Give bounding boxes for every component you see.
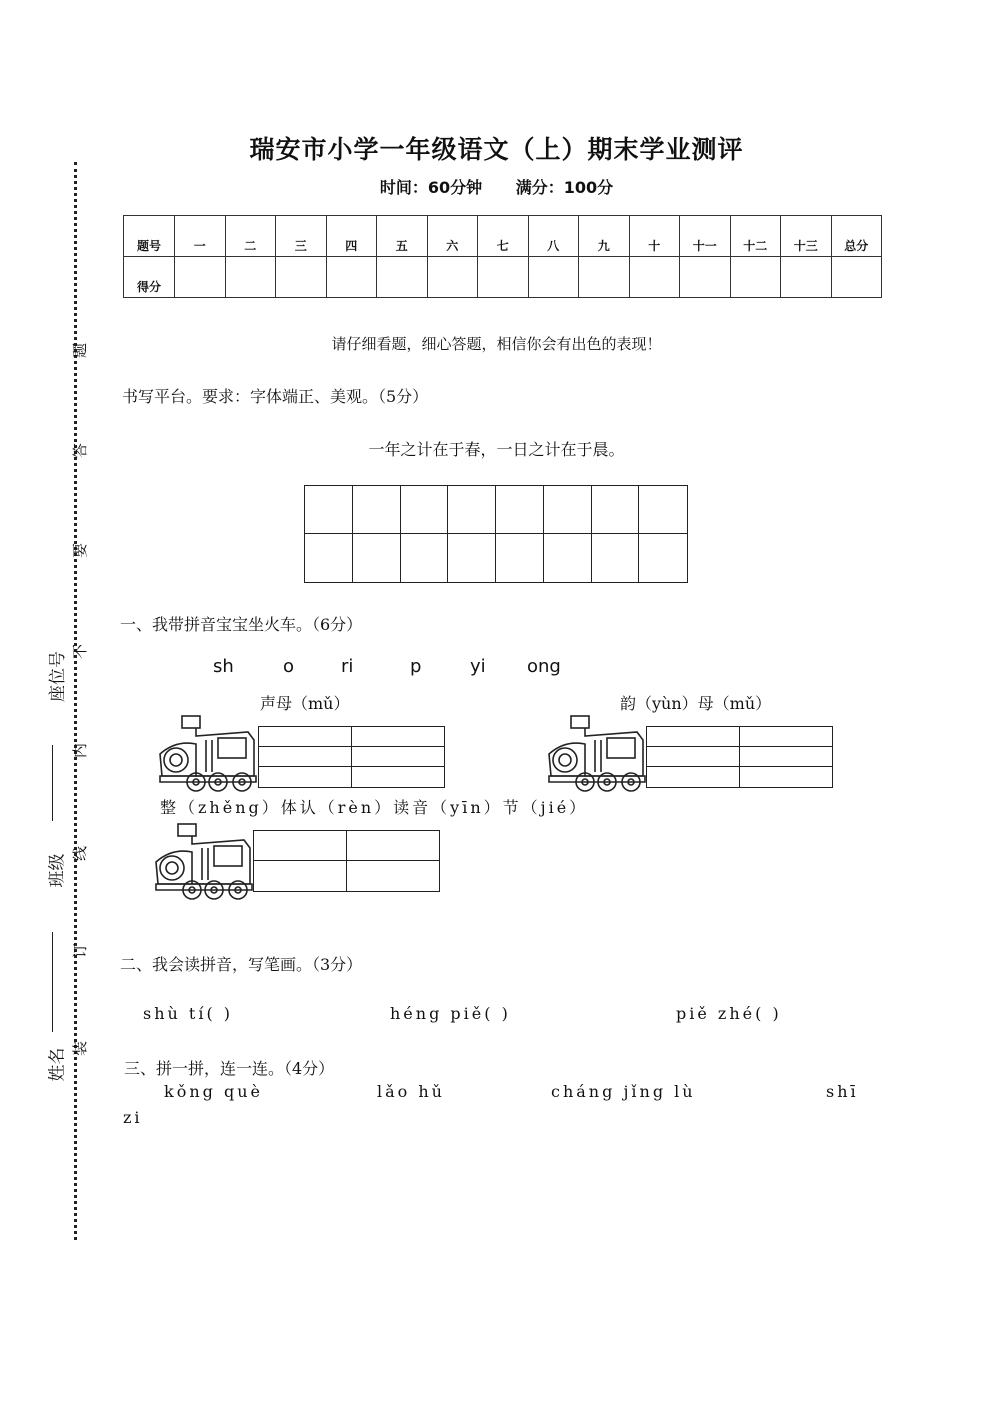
- col-header: 九: [579, 216, 630, 257]
- col-header: 七: [478, 216, 529, 257]
- score-cell[interactable]: [377, 257, 428, 298]
- class-underline: [52, 745, 53, 821]
- syllable: ong: [527, 656, 561, 677]
- writing-grid[interactable]: [304, 485, 688, 583]
- score-table-header-row: [124, 216, 882, 257]
- col-header: 总分: [831, 216, 882, 257]
- score-cell[interactable]: [326, 257, 377, 298]
- col-header: 二: [225, 216, 276, 257]
- syllable: o: [283, 656, 295, 677]
- score-cell[interactable]: [781, 257, 832, 298]
- seat-number-label: 座位号: [48, 651, 68, 702]
- train1-label: 声母（mǔ）: [260, 694, 350, 713]
- writing-sentence: 一年之计在于春，一日之计在于晨。: [368, 440, 625, 459]
- q3-word: shī: [826, 1082, 859, 1101]
- q1-title: 一、我带拼音宝宝坐火车。（6分）: [120, 615, 363, 634]
- score-cell[interactable]: [629, 257, 680, 298]
- train3-cars[interactable]: [253, 830, 440, 892]
- class-label: 班级: [47, 853, 68, 888]
- train2-label: 韵（yùn）母（mǔ）: [620, 694, 772, 713]
- col-header: 十二: [730, 216, 781, 257]
- col-header: 五: [377, 216, 428, 257]
- train-engine-icon: [156, 714, 258, 794]
- score-table-score-row: [124, 257, 882, 298]
- q2-item: piě zhé( ): [676, 1004, 782, 1023]
- page-title: 瑞安市小学一年级语文（上）期末学业测评: [249, 135, 744, 164]
- q3-word-wrap: zi: [123, 1108, 143, 1127]
- writing-title: 书写平台。要求：字体端正、美观。（5分）: [122, 387, 429, 406]
- score-cell[interactable]: [427, 257, 478, 298]
- train-engine-icon: [545, 714, 647, 794]
- q3-title: 三、拼一拼，连一连。（4分）: [124, 1059, 335, 1078]
- q3-word: lǎo hǔ: [377, 1082, 445, 1101]
- score-cell[interactable]: [175, 257, 226, 298]
- q3-word: kǒng què: [164, 1082, 263, 1101]
- score-cell[interactable]: [225, 257, 276, 298]
- syllable: sh: [213, 656, 234, 677]
- col-header: 八: [528, 216, 579, 257]
- q2-title: 二、我会读拼音，写笔画。（3分）: [120, 955, 363, 974]
- q3-word: cháng jǐng lù: [551, 1082, 696, 1101]
- train2-cars[interactable]: [646, 726, 833, 788]
- binding-dotted-line: [74, 162, 77, 1240]
- score-cell[interactable]: [478, 257, 529, 298]
- syllable: ri: [341, 656, 354, 677]
- margin-char-ding: 订: [71, 942, 90, 959]
- name-underline: [52, 932, 53, 1032]
- col-header: 一: [175, 216, 226, 257]
- score-cell[interactable]: [579, 257, 630, 298]
- q2-item: shù tí( ): [143, 1004, 234, 1023]
- score-cell[interactable]: [680, 257, 731, 298]
- col-header: 三: [276, 216, 327, 257]
- name-label: 姓名: [47, 1047, 68, 1082]
- col-header: 四: [326, 216, 377, 257]
- margin-char-zhuang: 装: [71, 1040, 90, 1057]
- exam-time: 时间：60分钟: [379, 178, 483, 197]
- margin-char-yao: 要: [71, 542, 90, 559]
- row-label-question-number: 题号: [124, 216, 175, 257]
- margin-char-ti: 题: [71, 342, 90, 359]
- row-label-score: 得分: [124, 257, 175, 298]
- train1-cars[interactable]: [258, 726, 445, 788]
- q2-item: héng piě( ): [390, 1004, 511, 1023]
- syllable: p: [410, 656, 422, 677]
- syllable: yi: [470, 656, 486, 677]
- exam-full-score: 满分：100分: [515, 178, 614, 197]
- col-header: 六: [427, 216, 478, 257]
- margin-char-da: 答: [71, 442, 90, 459]
- score-cell[interactable]: [831, 257, 882, 298]
- col-header: 十: [629, 216, 680, 257]
- score-cell[interactable]: [276, 257, 327, 298]
- exam-info: [0, 175, 993, 198]
- score-table: [123, 215, 882, 298]
- train-engine-icon: [152, 822, 254, 902]
- col-header: 十三: [781, 216, 832, 257]
- margin-char-xian: 线: [71, 845, 90, 862]
- margin-char-nei: 内: [71, 742, 90, 759]
- score-cell[interactable]: [528, 257, 579, 298]
- score-cell[interactable]: [730, 257, 781, 298]
- col-header: 十一: [680, 216, 731, 257]
- margin-char-bu: 不: [71, 643, 90, 660]
- intro-text: 请仔细看题，细心答题，相信你会有出色的表现！: [331, 335, 662, 353]
- train3-label: 整（zhěng）体认（rèn）读音（yīn）节（jié）: [160, 798, 589, 817]
